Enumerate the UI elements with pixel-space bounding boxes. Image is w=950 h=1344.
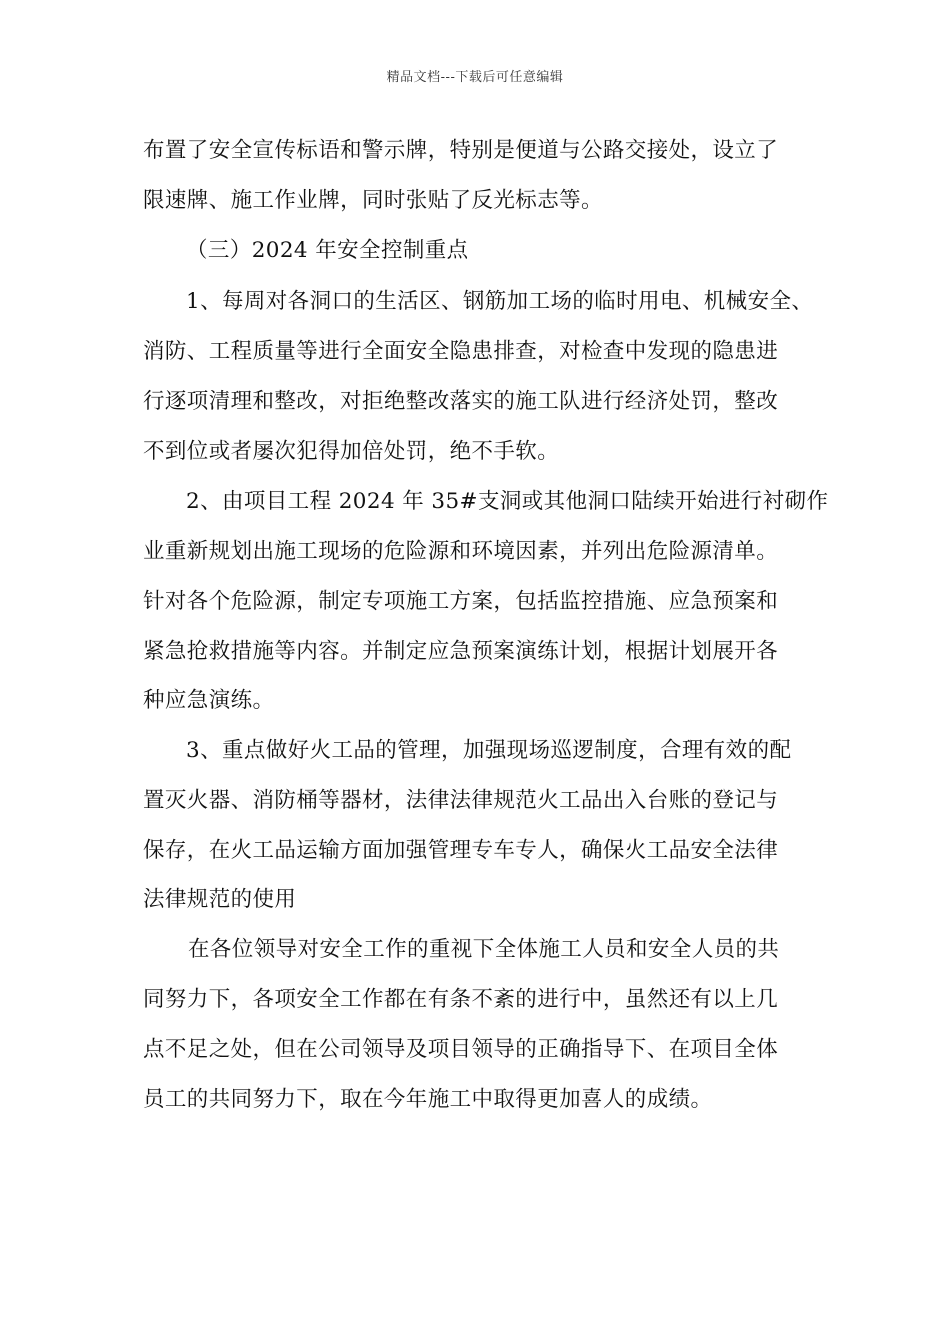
paragraph-line: 不到位或者屡次犯得加倍处罚，绝不手软。 (143, 439, 560, 464)
page-header: 精品文档---下载后可任意编辑 (386, 70, 564, 85)
paragraph-line: 行逐项清理和整改，对拒绝整改落实的施工队进行经济处罚，整改 (143, 389, 779, 414)
paragraph-line: 员工的共同努力下，取在今年施工中取得更加喜人的成绩。 (143, 1087, 713, 1112)
section-heading: （三）2024 年安全控制重点 (186, 238, 469, 263)
paragraph-line: 消防、工程质量等进行全面安全隐患排查，对检查中发现的隐患进 (143, 339, 779, 364)
paragraph-line: 点不足之处，但在公司领导及项目领导的正确指导下、在项目全体 (143, 1037, 779, 1062)
paragraph-line: 限速牌、施工作业牌，同时张贴了反光标志等。 (143, 188, 603, 213)
paragraph-line: 1、每周对各洞口的生活区、钢筋加工场的临时用电、机械安全、 (186, 289, 814, 314)
paragraph-line: 紧急抢救措施等内容。并制定应急预案演练计划，根据计划展开各 (143, 639, 779, 664)
paragraph-line: 同努力下，各项安全工作都在有条不紊的进行中，虽然还有以上几 (143, 987, 779, 1012)
paragraph-line: 保存，在火工品运输方面加强管理专车专人，确保火工品安全法律 (143, 838, 779, 863)
paragraph-line: 在各位领导对安全工作的重视下全体施工人员和安全人员的共 (188, 937, 780, 962)
paragraph-line: 2、由项目工程 2024 年 35#支洞或其他洞口陆续开始进行衬砌作 (186, 489, 829, 514)
paragraph-line: 业重新规划出施工现场的危险源和环境因素，并列出危险源清单。 (143, 539, 779, 564)
paragraph-line: 3、重点做好火工品的管理，加强现场巡逻制度，合理有效的配 (186, 738, 792, 763)
paragraph-line: 布置了安全宣传标语和警示牌，特别是便道与公路交接处，设立了 (143, 138, 779, 163)
paragraph-line: 针对各个危险源，制定专项施工方案，包括监控措施、应急预案和 (143, 589, 779, 614)
paragraph-line: 置灭火器、消防桶等器材，法律法律规范火工品出入台账的登记与 (143, 788, 779, 813)
paragraph-line: 法律规范的使用 (143, 887, 297, 912)
paragraph-line: 种应急演练。 (143, 688, 275, 713)
